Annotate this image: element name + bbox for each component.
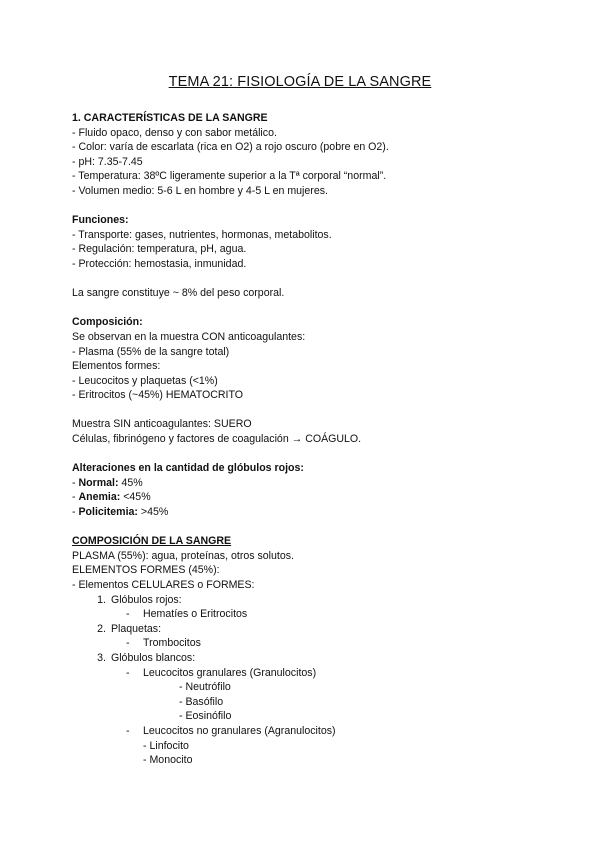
alteracion-item: - Policitemia: >45% <box>72 506 169 519</box>
sub-item: - Hematíes o Eritrocitos <box>126 608 248 621</box>
granulocito-item: - Neutrófilo <box>179 681 231 694</box>
list-number: 1. <box>97 593 106 606</box>
page-title: TEMA 21: FISIOLOGÍA DE LA SANGRE <box>168 74 432 90</box>
elementos-line: ELEMENTOS FORMES (45%): <box>72 564 220 577</box>
granulocito-item: - Eosinófilo <box>179 710 232 723</box>
celulares-line: - Elementos CELULARES o FORMES: <box>72 579 255 591</box>
peso-corporal-text: La sangre constituye ~ 8% del peso corporal. <box>72 287 285 300</box>
list-item <box>72 622 542 637</box>
list-label: Plaquetas: <box>110 622 162 635</box>
characteristic-item: - Color: varía de escarlata (rica en O2) a rojo oscuro (pobre en O2). <box>72 141 389 154</box>
plasma-line: PLASMA (55%): agua, proteínas, otros solutos. <box>72 549 294 562</box>
list-number: 2. <box>97 622 106 635</box>
suero-line: Muestra SIN anticoagulantes: SUERO <box>72 418 252 431</box>
list-number: 3. <box>97 651 106 664</box>
alteraciones-heading: Alteraciones en la cantidad de glóbulos rojos: <box>72 462 304 475</box>
alteracion-value: <45% <box>120 491 151 504</box>
characteristic-item: - Fluido opaco, denso y con sabor metálico. <box>72 126 277 139</box>
composicion-line: Elementos formes: <box>72 360 161 373</box>
agranulocito-item: - Monocito <box>143 754 193 767</box>
funcion-item: - Transporte: gases, nutrientes, hormonas, metabolitos. <box>72 228 332 241</box>
composicion-line: - Plasma (55% de la sangre total) <box>72 345 230 358</box>
alteracion-label: Anemia: <box>78 491 121 504</box>
section-1-heading: 1. CARACTERÍSTICAS DE LA SANGRE <box>72 112 268 124</box>
list-label: Glóbulos rojos: <box>110 593 182 606</box>
composicion-line: - Leucocitos y plaquetas (<1%) <box>72 374 218 387</box>
list-item <box>72 651 542 666</box>
alteracion-item: - Normal: 45% <box>72 476 143 489</box>
granulocito-item: - Basófilo <box>179 695 224 708</box>
list-item <box>72 593 542 608</box>
suero-line: Células, fibrinógeno y factores de coagulación → COÁGULO. <box>72 433 362 446</box>
characteristic-item: - Temperatura: 38ºC ligeramente superior a la Tª corporal “normal”. <box>72 170 387 183</box>
agranulocito-item: - Linfocito <box>143 739 189 752</box>
agranulares-label: Leucocitos no granulares (Agranulocitos) <box>143 724 336 737</box>
alteracion-label: Normal: <box>78 476 119 489</box>
section-2-heading: COMPOSICIÓN DE LA SANGRE <box>72 535 232 548</box>
list-label: Glóbulos blancos: <box>110 651 196 664</box>
funcion-item: - Regulación: temperatura, pH, agua. <box>72 243 247 256</box>
sub-item-label: Trombocitos <box>143 637 201 650</box>
alteracion-value: 45% <box>118 476 143 489</box>
document-body <box>72 111 542 768</box>
alteracion-value: >45% <box>137 506 169 519</box>
characteristic-item: - Volumen medio: 5-6 L en hombre y 4-5 L en mujeres. <box>72 184 328 197</box>
alteracion-label: Policitemia: <box>78 506 138 519</box>
funcion-item: - Protección: hemostasia, inmunidad. <box>72 257 247 270</box>
composicion-heading: Composición: <box>72 316 143 329</box>
alteracion-item: - Anemia: <45% <box>72 491 151 504</box>
sub-item: - Leucocitos no granulares (Agranulocitos) <box>126 724 336 737</box>
composicion-line: Se observan en la muestra CON anticoagulantes: <box>72 330 306 343</box>
characteristic-item: - pH: 7.35-7.45 <box>72 155 143 168</box>
sub-item-label: Hematíes o Eritrocitos <box>143 608 248 621</box>
granulares-label: Leucocitos granulares (Granulocitos) <box>143 666 317 679</box>
funciones-heading: Funciones: <box>72 214 129 227</box>
composicion-line: - Eritrocitos (~45%) HEMATOCRITO <box>72 389 243 402</box>
sub-item: - Trombocitos <box>126 637 201 650</box>
sub-item: - Leucocitos granulares (Granulocitos) <box>126 666 317 679</box>
